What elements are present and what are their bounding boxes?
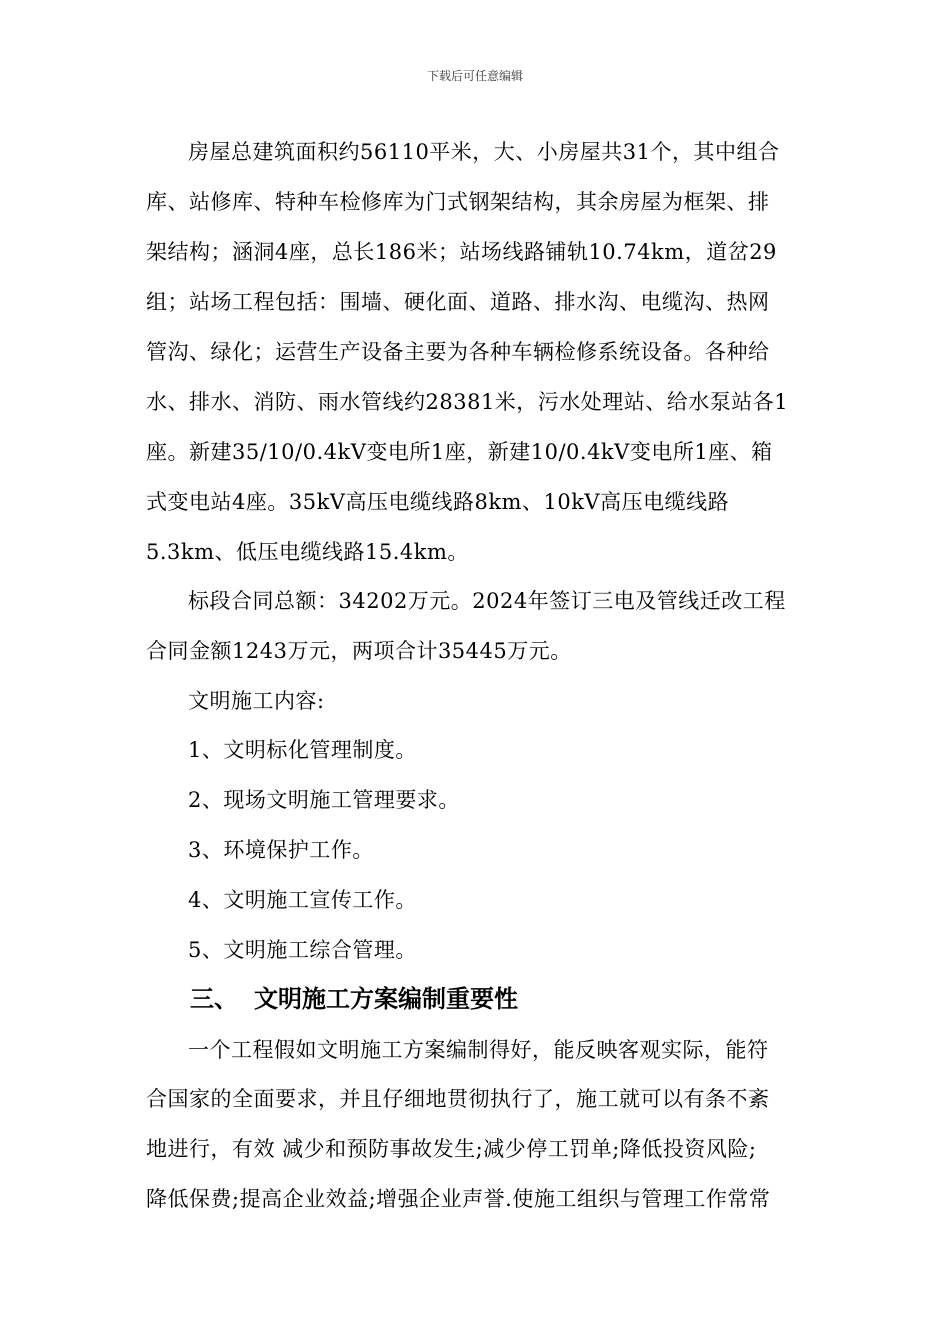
paragraph-line: 降低保费;提高企业效益;增强企业声誉.使施工组织与管理工作常常 <box>146 1187 771 1211</box>
section-title: 文明施工方案编制重要性 <box>254 985 518 1013</box>
section-number: 三、 <box>190 985 238 1013</box>
paragraph-line: 座。新建35/10/0.4kV变电所1座，新建10/0.4kV变电所1座、箱 <box>146 440 773 464</box>
paragraph-line: 标段合同总额：34202万元。2024年签订三电及管线迁改工程 <box>188 589 786 613</box>
list-item: 5、文明施工综合管理。 <box>188 938 417 962</box>
paragraph-line: 合同金额1243万元，两项合计35445万元。 <box>146 639 572 663</box>
paragraph-line: 式变电站4座。35kV高压电缆线路8km、10kV高压电缆线路 <box>146 490 730 514</box>
paragraph-line: 地进行，有效 减少和预防事故发生;减少停工罚单;降低投资风险; <box>146 1137 757 1161</box>
section-heading <box>190 984 518 1014</box>
paragraph-line: 5.3km、低压电缆线路15.4km。 <box>146 540 469 564</box>
content-list-title: 文明施工内容: <box>188 689 325 713</box>
paragraph-line: 管沟、绿化；运营生产设备主要为各种车辆检修系统设备。各种给 <box>146 340 770 364</box>
paragraph-line: 架结构；涵洞4座，总长186米；站场线路铺轨10.74km，道岔29 <box>146 240 777 264</box>
paragraph-line: 一个工程假如文明施工方案编制得好，能反映客观实际，能符 <box>188 1038 769 1062</box>
list-item: 4、文明施工宣传工作。 <box>188 888 417 912</box>
paragraph-line: 房屋总建筑面积约56110平米，大、小房屋共31个，其中组合 <box>188 140 780 164</box>
paragraph-line: 合国家的全面要求，并且仔细地贯彻执行了，施工就可以有条不紊 <box>146 1087 770 1111</box>
list-item: 1、文明标化管理制度。 <box>188 738 417 762</box>
list-item: 2、现场文明施工管理要求。 <box>188 788 460 812</box>
list-item: 3、环境保护工作。 <box>188 838 374 862</box>
paragraph-line: 组；站场工程包括：围墙、硬化面、道路、排水沟、电缆沟、热网 <box>146 290 770 314</box>
paragraph-line: 水、排水、消防、雨水管线约28381米，污水处理站、给水泵站各1 <box>146 390 789 414</box>
page-header: 下载后可任意编辑 <box>426 69 523 83</box>
paragraph-line: 库、站修库、特种车检修库为门式钢架结构，其余房屋为框架、排 <box>146 190 770 214</box>
